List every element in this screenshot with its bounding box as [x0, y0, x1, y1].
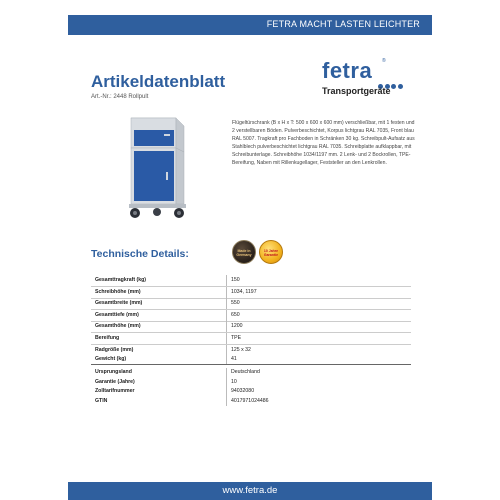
spec-row [91, 310, 411, 322]
header-bar [68, 15, 432, 35]
spec-value: Deutschland [231, 369, 260, 375]
spec-row [91, 368, 411, 378]
spec-table [91, 275, 411, 365]
spec-value: 150 [231, 277, 240, 283]
origin-table [91, 368, 411, 406]
spec-row [91, 378, 411, 388]
spec-value: 4017971024486 [231, 397, 269, 404]
footer-bar [68, 482, 432, 500]
technical-details-heading: Technische Details: [91, 248, 189, 260]
spec-value: TPE [231, 334, 242, 341]
spec-value: 1034, 1197 [231, 288, 257, 295]
spec-label: Zolltarifnummer [95, 388, 135, 394]
spec-row [91, 287, 411, 299]
spec-row [91, 275, 411, 287]
fetra-logo [322, 58, 412, 102]
product-image-rollpult [122, 112, 192, 220]
spec-row [91, 397, 411, 407]
spec-label: Ursprungsland [95, 369, 132, 375]
spec-row [91, 356, 411, 365]
product-description: Flügeltürschrank (B x H x T: 500 x 600 x 600 mm) verschließbar, mit 1 festen und 2 verstellbaren Böden. Pulverbeschichtet, Korpus lichtgrau RAL 7035, Front blau RAL 5007. Tragkraft pro Fachboden in Schränken 30 kg. Schreibpult-Aufsatz aus Stahlblech pulverbeschichtet lichtgrau RAL 7035. Schreibplatte aufklappbar, mit Schreibunterlage. Schreibhöhe 1034/1197 mm. 2 Lenk- und 2 Bockrollen, TPE-Bereifung, Naben mit Rillenkugellager, Feststeller an den Lenkrollen. [232, 120, 415, 167]
spec-value: 94032080 [231, 388, 255, 394]
article-number: Art.-Nr.: 2448 Rollpult [91, 94, 149, 100]
logo-registered-mark: ® [382, 58, 386, 64]
spec-value: 1200 [231, 323, 243, 330]
logo-wordmark: fetra [322, 58, 373, 83]
spec-value: 10 [231, 378, 237, 385]
spec-row [91, 387, 411, 397]
logo-dots-icon [378, 76, 408, 84]
spec-value: 550 [231, 300, 240, 307]
warranty-badge-icon [259, 240, 283, 264]
spec-value: 125 x 32 [231, 346, 251, 353]
logo-subtitle: Transportgeräte [322, 86, 391, 96]
spec-value: 41 [231, 356, 237, 363]
footer-url-link[interactable]: www.fetra.de [222, 485, 278, 496]
spec-label: Bereifung [95, 334, 120, 341]
badge-label: Made in Germany [236, 249, 252, 257]
spec-label: Gesamttragkraft (kg) [95, 277, 147, 283]
spec-label: Radgröße (mm) [95, 346, 134, 353]
spec-row [91, 298, 411, 310]
spec-label: Gesamthöhe (mm) [95, 323, 141, 330]
spec-label: Gesamttiefe (mm) [95, 311, 139, 318]
spec-row [91, 345, 411, 357]
made-in-germany-badge-icon [232, 240, 256, 264]
spec-label: GTIN [95, 397, 108, 404]
spec-label: Gesamtbreite (mm) [95, 300, 143, 307]
spec-row [91, 321, 411, 333]
badge-label: 10 Jahre Garantie [263, 249, 279, 257]
page-title: Artikeldatenblatt [91, 72, 226, 91]
spec-label: Schreibhöhe (mm) [95, 288, 141, 295]
spec-value: 650 [231, 311, 240, 318]
header-tagline: FETRA MACHT LASTEN LEICHTER [266, 19, 420, 29]
spec-label: Garantie (Jahre) [95, 378, 135, 385]
spec-label: Gewicht (kg) [95, 356, 127, 363]
spec-row [91, 333, 411, 345]
